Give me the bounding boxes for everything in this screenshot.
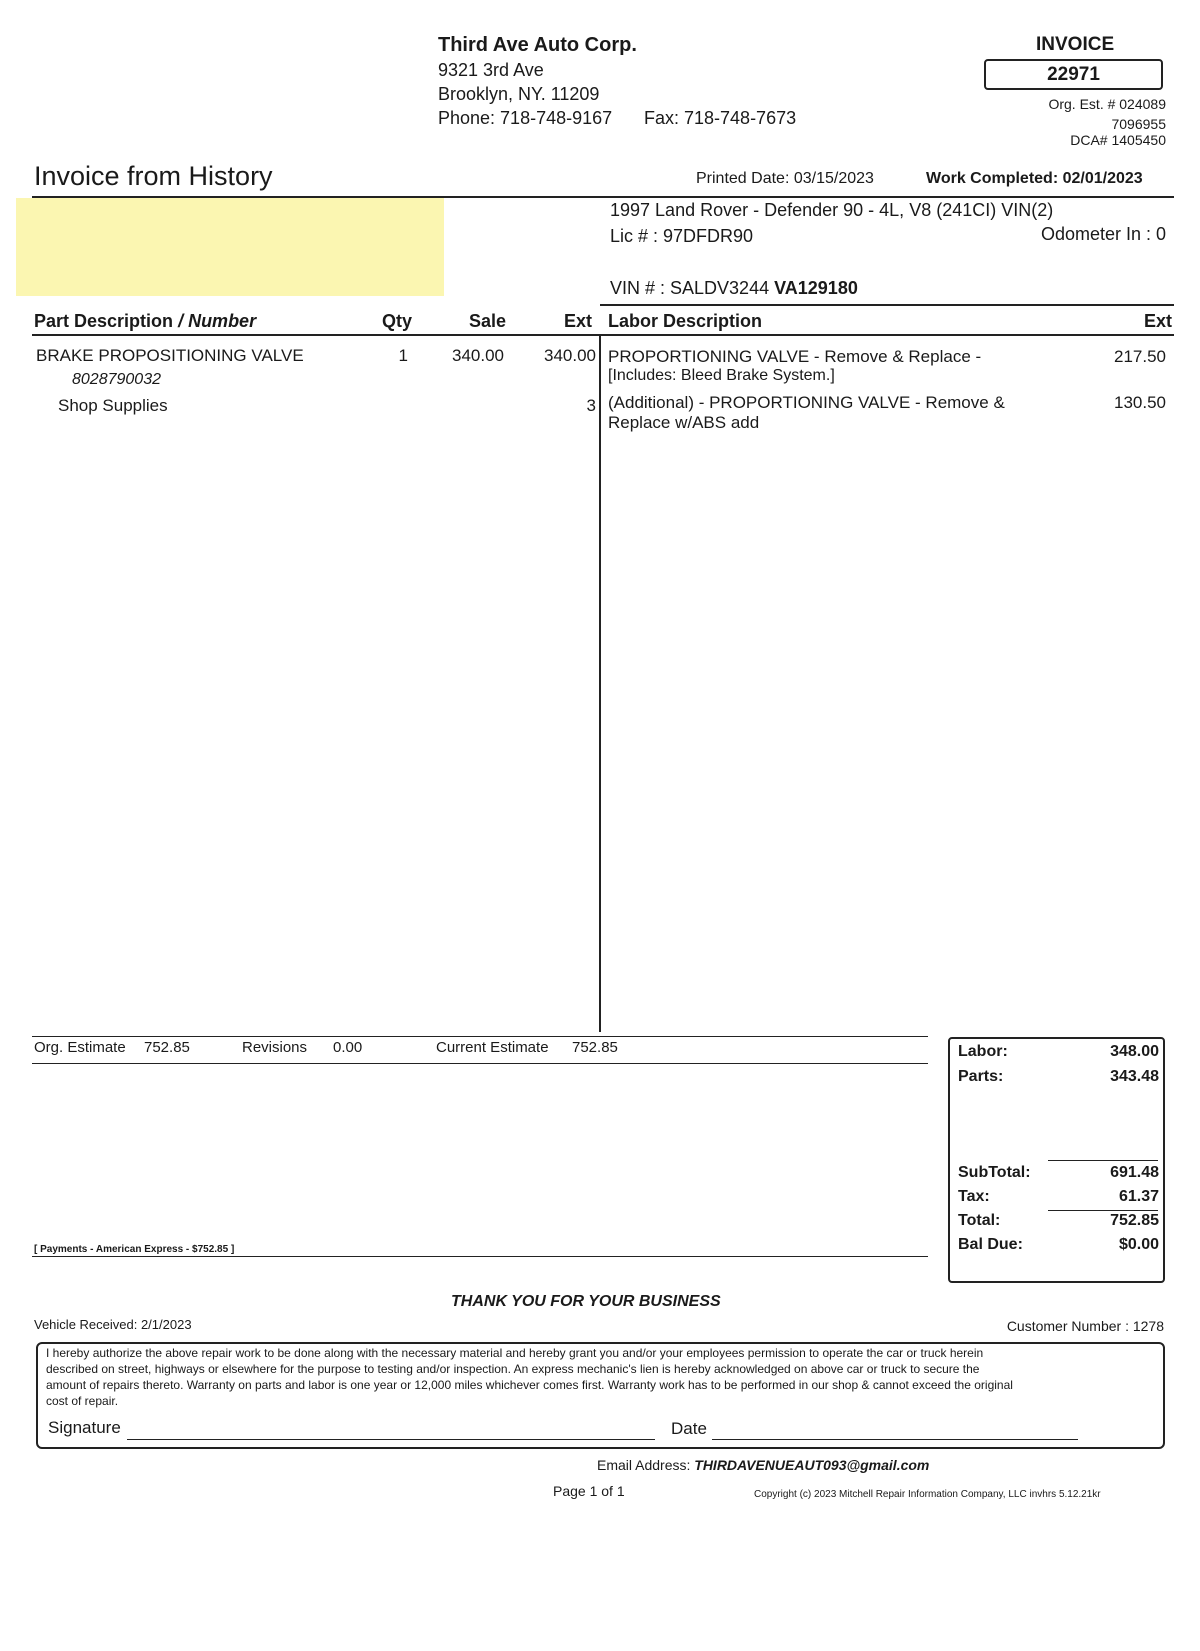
odometer-in: Odometer In : 0 [1040,224,1166,244]
revisions-value: 0.00 [333,1039,363,1056]
labor-row-1-ext: 217.50 [1114,347,1166,366]
company-address-line1: 9321 3rd Ave [438,60,544,80]
company-fax: Fax: 718-748-7673 [644,108,797,128]
vehicle-description: 1997 Land Rover - Defender 90 - 4L, V8 (241CI) VIN(2) [610,200,1054,220]
qty-header: Qty [381,311,412,331]
parts-total-label: Parts: [958,1068,1004,1085]
signature-line[interactable] [127,1439,655,1440]
estimates-top-divider [32,1036,928,1037]
thank-you-message: THANK YOU FOR YOUR BUSINESS [451,1293,721,1310]
work-completed-date: Work Completed: 02/01/2023 [926,170,1143,187]
date-label: Date [671,1419,707,1438]
company-name: Third Ave Auto Corp. [438,34,637,56]
labor-total-value: 348.00 [1110,1043,1159,1060]
invoice-number: 22971 [984,59,1163,90]
estimates-bottom-divider [32,1063,928,1064]
email-label: Email Address: [597,1457,691,1473]
part-row-1-description: BRAKE PROPOSITIONING VALVE [36,346,304,365]
current-estimate-value: 752.85 [572,1039,618,1056]
tax-value: 61.37 [1118,1188,1159,1205]
tax-label: Tax: [958,1188,990,1205]
part-row-1-number: 8028790032 [72,371,161,388]
authorization-line-1: I hereby authorize the above repair work to be done along with the necessary material and hereby grant you and/or your employees permission to operate the car or truck herein [46,1346,984,1360]
labor-description-header: Labor Description [608,311,763,331]
email-line [597,1457,929,1473]
page-title: Invoice from History [34,161,273,191]
part-row-1-qty: 1 [398,346,408,365]
vehicle-received-date: Vehicle Received: 2/1/2023 [34,1317,192,1332]
invoice-label: INVOICE [1036,34,1115,55]
labor-row-2-ext: 130.50 [1114,393,1166,412]
ref-number: 7096955 [1111,116,1166,132]
part-row-2-description: Shop Supplies [58,396,168,415]
email-address: THIRDAVENUEAUT093@gmail.com [694,1457,930,1473]
vin-number [610,278,858,299]
payments-note: [ Payments - American Express - $752.85 ] [34,1244,235,1255]
total-label: Total: [958,1212,1001,1229]
table-header-divider [32,334,1174,336]
part-number-header-label: / Number [178,311,257,331]
sale-header: Sale [468,311,506,331]
part-row-1-sale: 340.00 [452,346,504,365]
printed-date: Printed Date: 03/15/2023 [696,170,874,187]
part-description-header [34,311,256,332]
total-rule [1048,1210,1158,1211]
redacted-customer-info [16,198,444,296]
parts-total-value: 343.48 [1110,1068,1159,1085]
org-estimate-value: 752.85 [144,1039,190,1056]
signature-label: Signature [48,1418,121,1437]
org-est-number: Org. Est. # 024089 [1048,96,1166,112]
dca-number: DCA# 1405450 [1070,132,1166,148]
balance-due-value: $0.00 [1118,1236,1159,1253]
company-phone: Phone: 718-748-9167 [438,108,613,128]
ext-header: Ext [563,311,592,331]
vin-suffix: VA129180 [774,278,858,298]
authorization-box [36,1342,1165,1449]
total-value: 752.85 [1110,1212,1159,1229]
company-address-line2: Brooklyn, NY. 11209 [438,84,600,104]
subtotal-label: SubTotal: [958,1164,1031,1181]
org-estimate-label: Org. Estimate [34,1039,126,1056]
labor-row-2-line1: (Additional) - PROPORTIONING VALVE - Remove & [608,393,1005,412]
subtotal-rule [1048,1160,1158,1161]
subtotal-value: 691.48 [1110,1164,1159,1181]
date-line[interactable] [712,1439,1078,1440]
current-estimate-label: Current Estimate [436,1039,549,1056]
part-row-2-ext: 3 [586,396,596,415]
revisions-label: Revisions [242,1039,308,1056]
page-number: Page 1 of 1 [553,1483,625,1499]
vin-prefix: VIN # : SALDV3244 [610,278,770,298]
labor-row-1-line1: PROPORTIONING VALVE - Remove & Replace - [608,347,982,366]
labor-ext-header: Ext [1143,311,1172,331]
copyright-notice: Copyright (c) 2023 Mitchell Repair Information Company, LLC invhrs 5.12.21kr [754,1489,1101,1500]
part-description-header-label: Part Description [34,311,174,331]
license-number: Lic # : 97DFDR90 [610,226,754,246]
parts-labor-column-divider [599,334,601,1032]
balance-due-label: Bal Due: [958,1236,1023,1253]
authorization-line-4: cost of repair. [46,1394,119,1408]
vin-divider [600,304,1174,306]
totals-box [948,1037,1165,1283]
labor-row-2-line2: Replace w/ABS add [608,413,760,432]
payments-divider [32,1256,928,1257]
authorization-line-3: amount of repairs thereto. Warranty on parts and labor is one year or 12,000 miles whichever comes first. Warranty work has to be performed in our shop & cannot exceed the original [46,1378,1013,1392]
labor-total-label: Labor: [958,1043,1008,1060]
customer-number: Customer Number : 1278 [1006,1318,1164,1334]
part-row-1-ext: 340.00 [544,346,596,365]
labor-row-1-line2: [Includes: Bleed Brake System.] [608,367,835,384]
authorization-line-2: described on street, highways or elsewhere for the purpose to testing and/or inspection. An express mechanic's lien is hereby acknowledged on above car or truck to secure the [46,1362,980,1376]
